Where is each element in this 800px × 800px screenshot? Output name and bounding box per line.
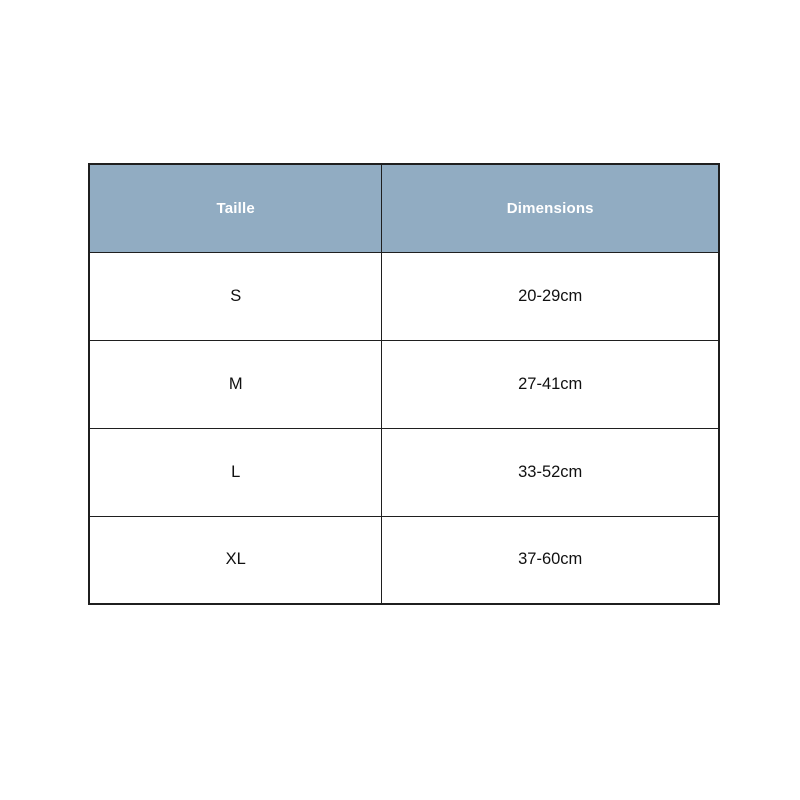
table-row <box>89 428 719 516</box>
table-body <box>89 252 719 604</box>
table-header <box>89 164 719 252</box>
header-row <box>89 164 719 252</box>
cell-dimensions: 37-60cm <box>382 516 719 604</box>
cell-taille: M <box>89 340 382 428</box>
column-header-dimensions: Dimensions <box>382 164 719 252</box>
table-row <box>89 340 719 428</box>
cell-dimensions: 27-41cm <box>382 340 719 428</box>
size-chart-table <box>88 163 720 605</box>
cell-taille: L <box>89 428 382 516</box>
table-row <box>89 516 719 604</box>
cell-dimensions: 20-29cm <box>382 252 719 340</box>
column-header-taille: Taille <box>89 164 382 252</box>
cell-taille: S <box>89 252 382 340</box>
cell-dimensions: 33-52cm <box>382 428 719 516</box>
cell-taille: XL <box>89 516 382 604</box>
table-row <box>89 252 719 340</box>
